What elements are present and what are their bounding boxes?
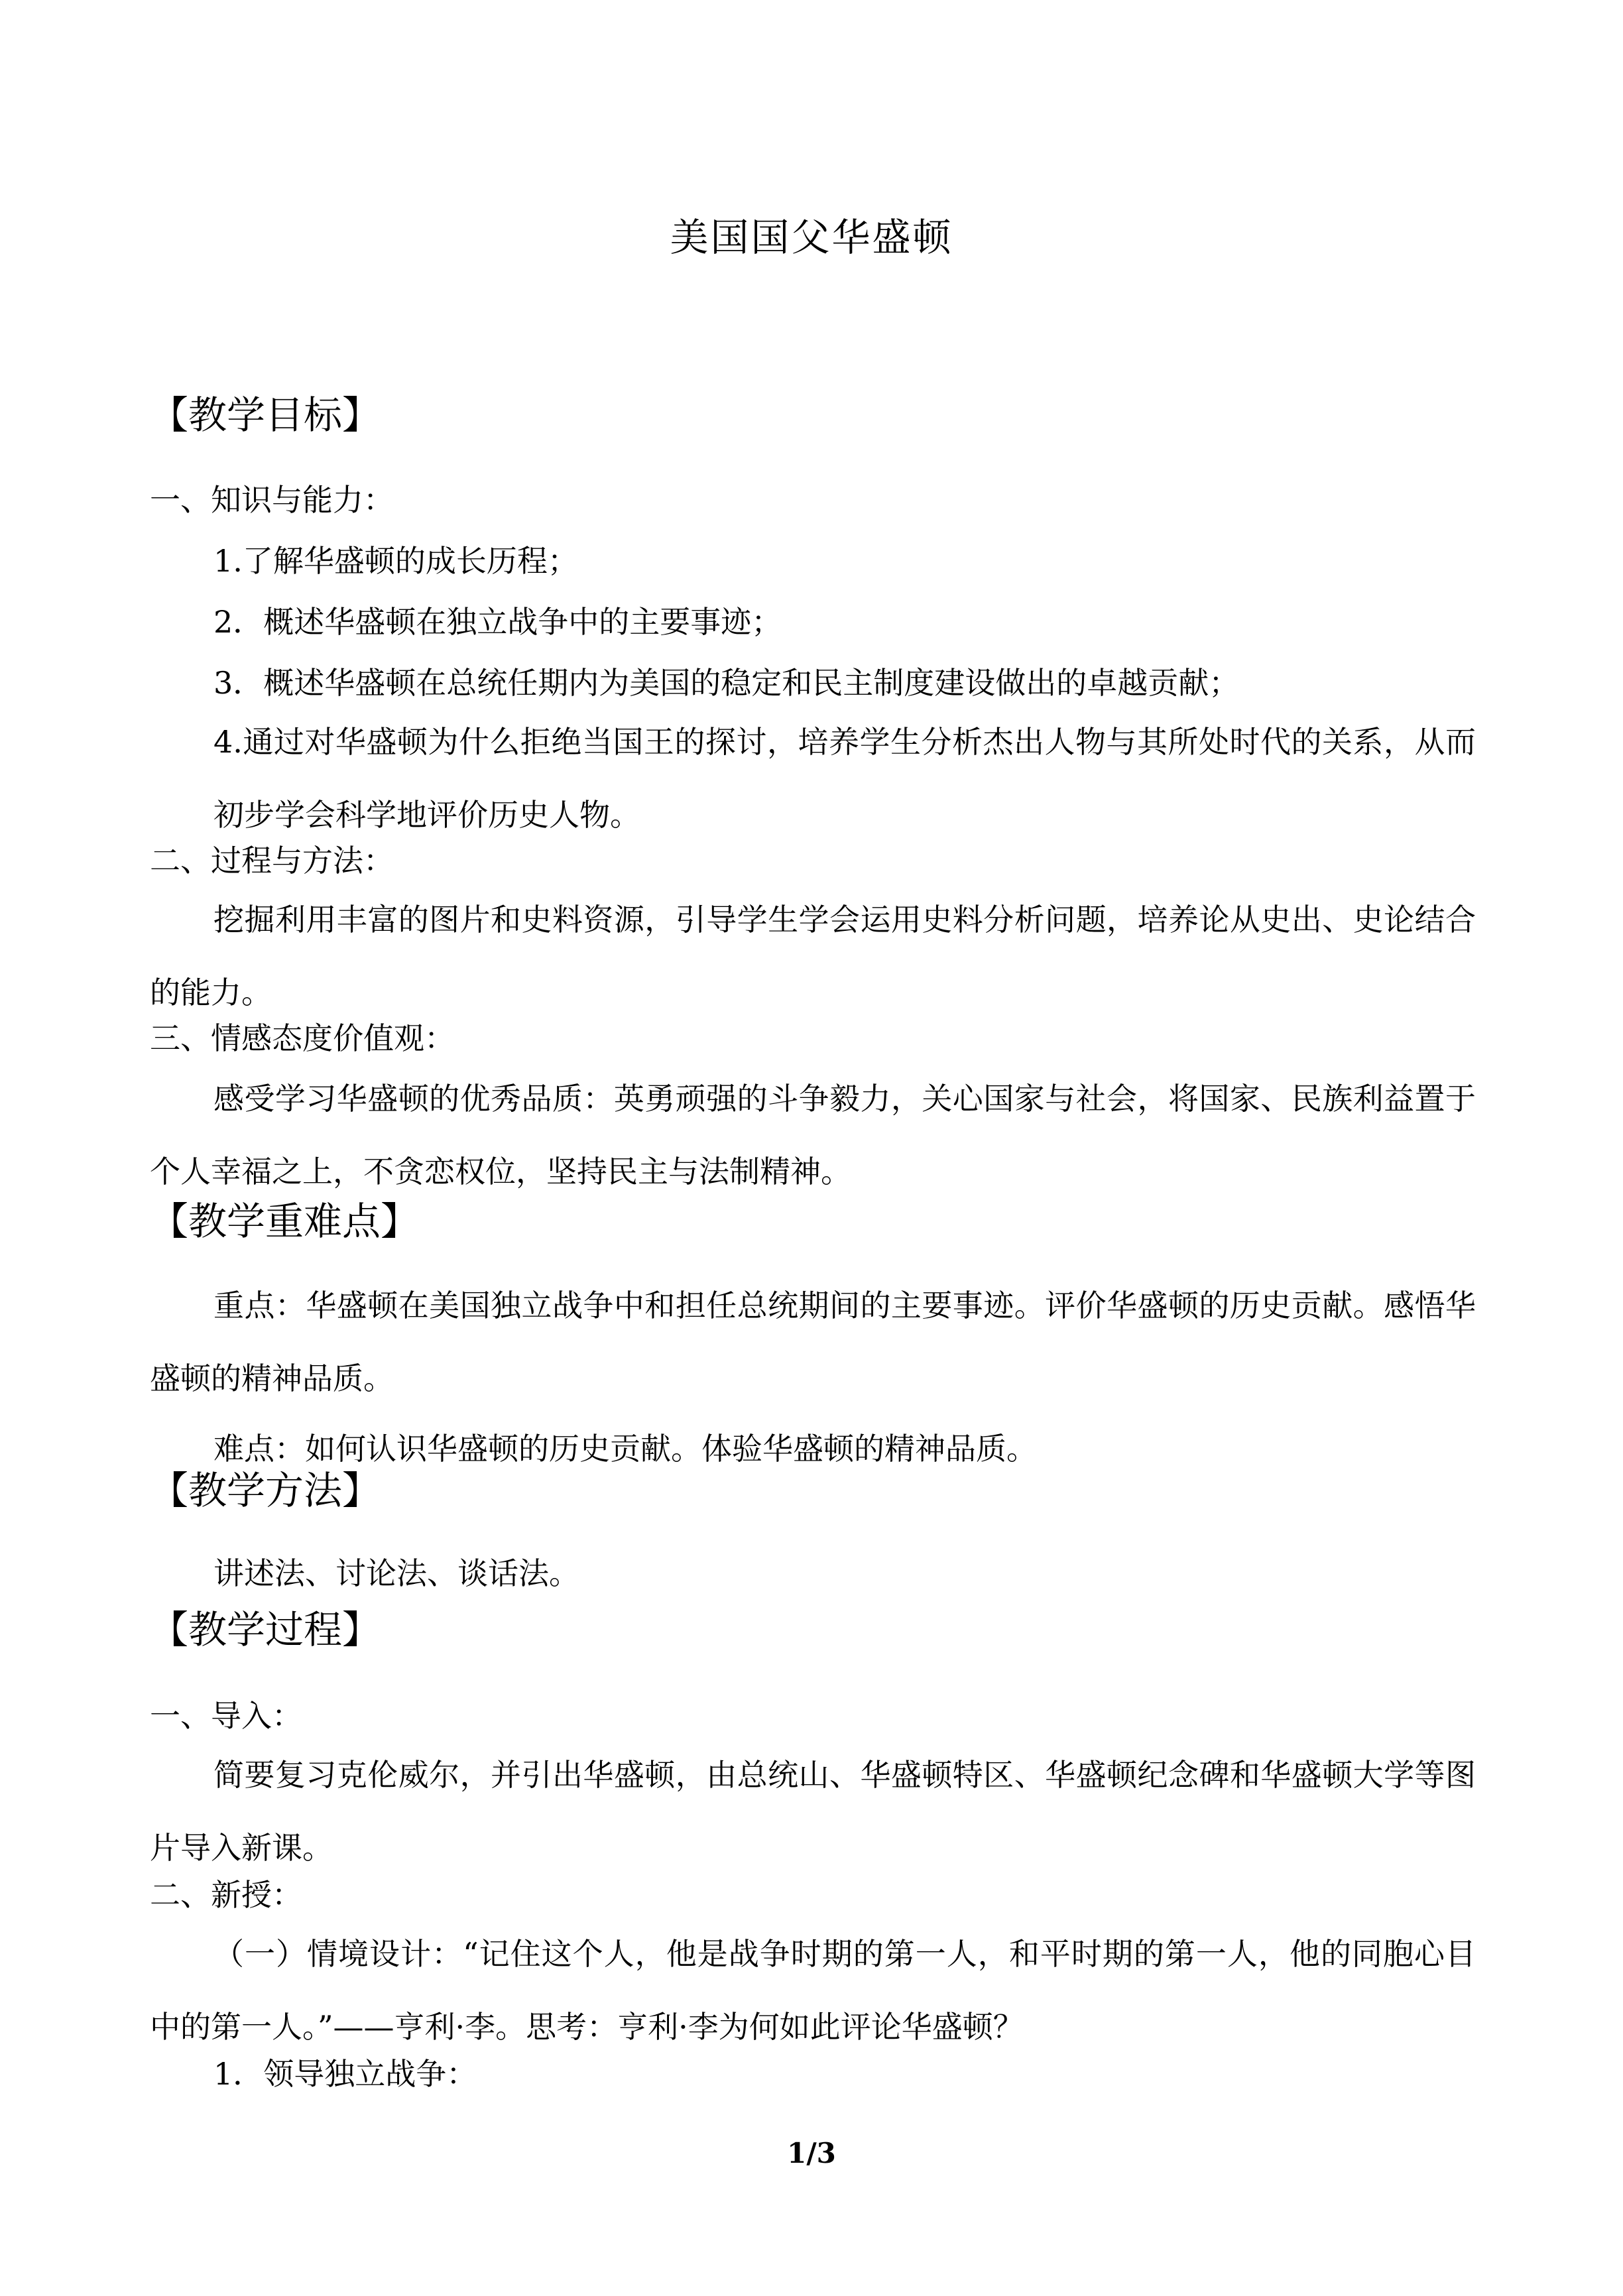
objectives-knowledge-label: 一、知识与能力： [150, 482, 394, 518]
procedure-scenario-text: （一）情境设计：“记住这个人，他是战争时期的第一人，和平时期的第一人，他的同胞心目中的第一人。”——亨利·李。思考：亨利·李为何如此评论华盛顿？ [150, 1936, 1476, 2045]
section-heading-methods: 【教学方法】 [150, 1468, 381, 1513]
section-heading-procedure: 【教学过程】 [150, 1607, 381, 1652]
key-points-focus: 重点：华盛顿在美国独立战争中和担任总统期间的主要事迹。评价华盛顿的历史贡献。感悟华盛顿的精神品质。 [150, 1288, 1476, 1396]
objective-item-3: 3．概述华盛顿在总统任期内为美国的稳定和民主制度建设做出的卓越贡献； [213, 665, 1240, 701]
procedure-intro-label: 一、导入： [150, 1698, 302, 1734]
procedure-intro-text: 简要复习克伦威尔，并引出华盛顿，由总统山、华盛顿特区、华盛顿纪念碑和华盛顿大学等图片导入新课。 [150, 1757, 1476, 1866]
procedure-new-label: 二、新授： [150, 1877, 302, 1913]
section-heading-key-points: 【教学重难点】 [150, 1199, 420, 1244]
methods-text: 讲述法、讨论法、谈话法。 [213, 1555, 579, 1591]
procedure-sub-item-1: 1．领导独立战争： [213, 2056, 477, 2092]
section-heading-objectives: 【教学目标】 [150, 393, 381, 438]
objective-item-1: 1.了解华盛顿的成长历程； [213, 543, 578, 579]
document-title: 美国国父华盛顿 [670, 215, 953, 260]
objectives-values-label: 三、情感态度价值观： [150, 1020, 455, 1056]
objective-item-4: 4.通过对华盛顿为什么拒绝当国王的探讨，培养学生分析杰出人物与其所处时代的关系，从而初步学会科学地评价历史人物。 [213, 724, 1476, 833]
objective-item-2: 2．概述华盛顿在独立战争中的主要事迹； [213, 604, 782, 640]
objectives-process-text: 挖掘利用丰富的图片和史料资源，引导学生学会运用史料分析问题，培养论从史出、史论结合的能力。 [150, 902, 1476, 1010]
key-points-difficulty: 难点：如何认识华盛顿的历史贡献。体验华盛顿的精神品质。 [213, 1431, 1037, 1467]
page-number: 1/3 [787, 2137, 836, 2169]
objectives-values-text: 感受学习华盛顿的优秀品质：英勇顽强的斗争毅力，关心国家与社会，将国家、民族利益置于个人幸福之上，不贪恋权位，坚持民主与法制精神。 [150, 1081, 1476, 1189]
objectives-process-label: 二、过程与方法： [150, 843, 394, 878]
